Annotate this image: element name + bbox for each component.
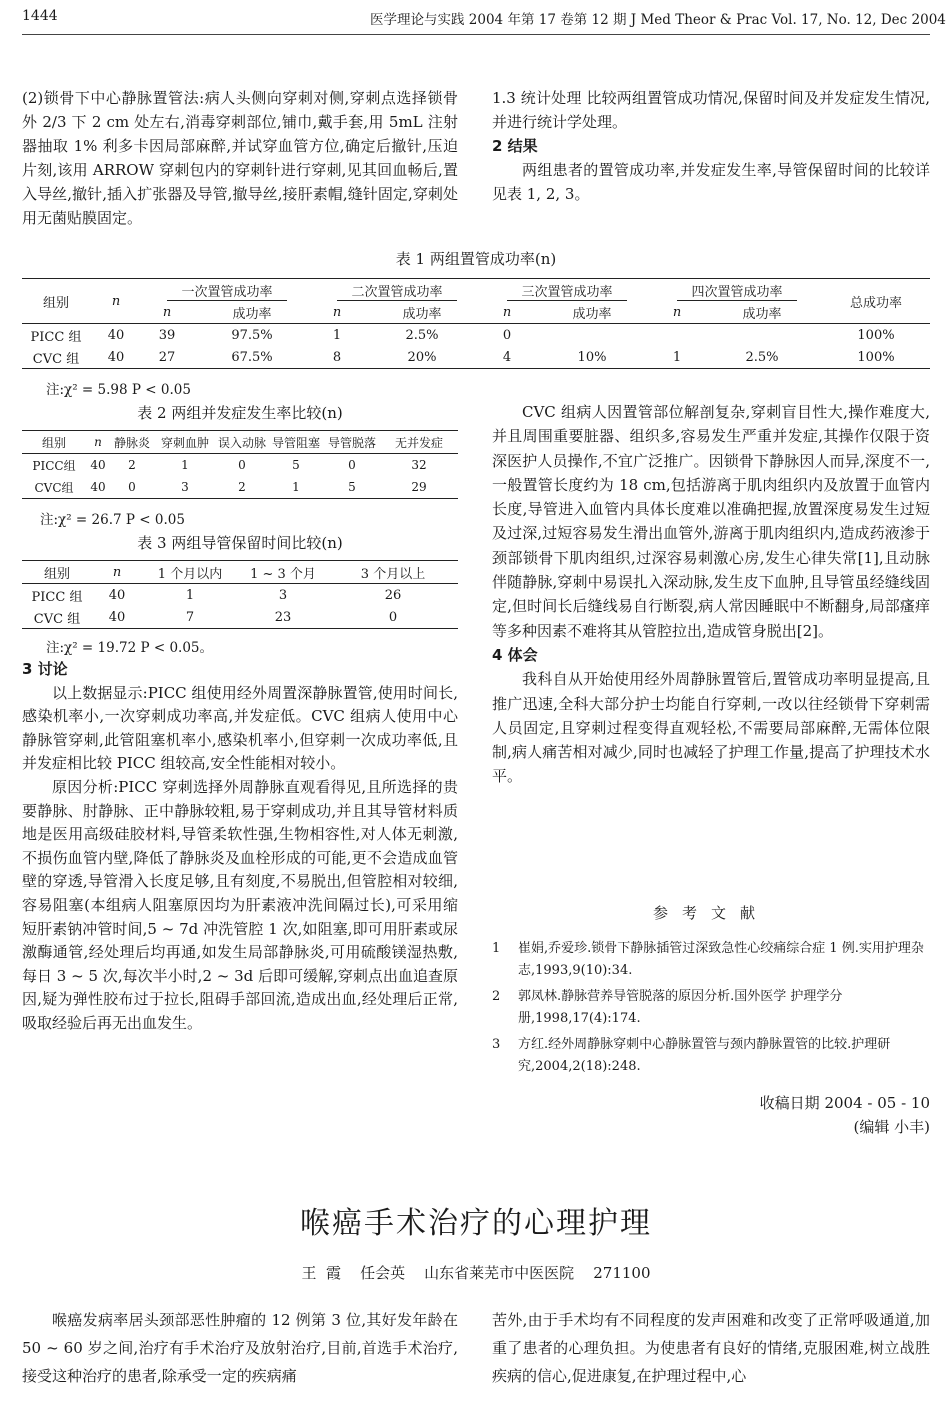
results-paragraph: 两组患者的置管成功率,并发症发生率,导管保留时间的比较详见表 1, 2, 3。 bbox=[492, 161, 930, 203]
t2-header: 穿刺血肿 bbox=[154, 431, 216, 454]
table-cell: 5 bbox=[324, 476, 380, 499]
t1-header-first: 一次置管成功率 bbox=[167, 285, 286, 301]
t1-sub-n: n bbox=[312, 301, 362, 324]
table-cell: 23 bbox=[238, 606, 328, 629]
table-cell: 2.5% bbox=[405, 327, 439, 343]
t1-sub-n: n bbox=[142, 301, 192, 324]
t1-sub-n: n bbox=[652, 301, 702, 324]
right-bottom-section bbox=[492, 400, 930, 789]
reference-item bbox=[492, 986, 930, 1030]
t3-header: 1 个月以内 bbox=[142, 561, 238, 584]
table-cell: 40 bbox=[90, 346, 142, 369]
table1-caption: 表 1 两组置管成功率(n) bbox=[395, 250, 557, 268]
t2-header: 误入动脉 bbox=[216, 431, 268, 454]
table-cell: 1 bbox=[652, 346, 702, 369]
t2-header: 导管阻塞 bbox=[268, 431, 324, 454]
t3-header: 3 个月以上 bbox=[328, 561, 458, 584]
table-cell: 40 bbox=[108, 587, 126, 603]
t1-header-fourth: 四次置管成功率 bbox=[677, 285, 796, 301]
section-results-heading: 2 结果 bbox=[492, 137, 538, 155]
t1-header-second: 二次置管成功率 bbox=[337, 285, 456, 301]
t3-header: 组别 bbox=[22, 561, 92, 584]
table-cell bbox=[702, 324, 822, 347]
table-cell: 0 bbox=[328, 606, 458, 629]
table-cell: 100% bbox=[822, 346, 930, 369]
page-number: 1444 bbox=[22, 8, 58, 24]
table-cell: CVC 组 bbox=[22, 606, 92, 629]
stats-paragraph: 1.3 统计处理 比较两组置管成功情况,保留时间及并发症发生情况,并进行统计学处理。 bbox=[492, 89, 930, 131]
table2 bbox=[22, 430, 458, 499]
article2-left-column bbox=[22, 1306, 458, 1390]
t1-sub-rate: 成功率 bbox=[702, 301, 822, 324]
t2-header: 导管脱落 bbox=[324, 431, 380, 454]
table3-caption: 表 3 两组导管保留时间比较(n) bbox=[137, 534, 343, 552]
table-cell: 10% bbox=[532, 346, 652, 369]
t1-header-total: 总成功率 bbox=[822, 279, 930, 324]
table-row bbox=[22, 324, 930, 347]
t3-header: n bbox=[92, 561, 142, 584]
table-cell: PICC组 bbox=[32, 458, 76, 473]
t1-header-group: 组别 bbox=[22, 279, 90, 324]
article-title: 喉癌手术治疗的心理护理 bbox=[300, 1206, 652, 1241]
table-cell: 67.5% bbox=[192, 346, 312, 369]
discussion-paragraph-1: 以上数据显示:PICC 组使用经外周置深静脉置管,使用时间长,感染机率小,一次穿刺成功率高,并发症低。CVC 组病人使用中心静脉管穿刺,此管阻塞机率小,感染机率小,但穿刺一次成功率低,且并发症相比较 PICC 组较高,安全性能相对较小。 bbox=[22, 683, 458, 773]
table-cell: 40 bbox=[92, 606, 142, 629]
article-authors: 王 霞 任会英 山东省莱芜市中医医院 271100 bbox=[301, 1264, 651, 1282]
table-row bbox=[22, 606, 458, 629]
references-heading: 参考文献 bbox=[652, 904, 769, 922]
table-cell: 40 bbox=[86, 476, 110, 499]
table-cell: 0 bbox=[110, 476, 154, 499]
t1-header-third: 三次置管成功率 bbox=[507, 285, 626, 301]
right-top-section bbox=[492, 86, 930, 206]
table-cell: 3 bbox=[154, 476, 216, 499]
reference-number: 3 bbox=[492, 1037, 501, 1052]
table-cell: 26 bbox=[384, 587, 402, 603]
table-cell: PICC 组 bbox=[30, 329, 82, 345]
header-rule bbox=[22, 34, 930, 35]
discussion-section bbox=[22, 658, 458, 1036]
discussion-paragraph-2: 原因分析:PICC 穿刺选择外周静脉直观看得见,且所选择的贵要静脉、肘静脉、正中静脉较粗,易于穿刺成功,并且其导管材料质地是医用高级硅胶材料,导管柔软性强,生物相容性,对人体无刺激,不损伤血管内壁,降低了静脉炎及血栓形成的可能,更不会造成血管壁的穿透,导管滑入长度足够,且有刻度,不易脱出,但管腔相对较细,容易阻塞(本组病人阻塞原因均为肝素液冲洗间隔过长),可采用缩短肝素钠冲管时间,5 ~ 7d 冲洗管腔 1 次,如阻塞,即可用肝素或尿激酶通管,经处理后均再通,如发生局部静脉炎,可用硫酸镁湿热敷,每日 3 ~ 5 次,每次半小时,2 ~ 3d 后即可缓解,穿刺点出血追查原因,疑为弹性胶布过于拉长,阻碍手部回流,造成出血,经处理后正常,吸取经验后再无出血发生。 bbox=[22, 777, 458, 1032]
table-row bbox=[22, 346, 930, 369]
table-cell bbox=[532, 324, 652, 347]
table-cell: 0 bbox=[502, 327, 512, 343]
section-discussion-heading: 3 讨论 bbox=[22, 660, 68, 678]
table-cell: 3 bbox=[278, 587, 288, 603]
table1-note: 注:χ² = 5.98 P < 0.05 bbox=[46, 382, 191, 398]
table-row bbox=[22, 476, 458, 499]
table-cell: 2 bbox=[216, 476, 268, 499]
t2-header: n bbox=[86, 431, 110, 454]
table-cell: 7 bbox=[142, 606, 238, 629]
table-cell: 39 bbox=[158, 327, 176, 343]
received-date: 收稿日期 2004 - 05 - 10 bbox=[759, 1094, 930, 1112]
table-cell: PICC 组 bbox=[31, 589, 83, 605]
t3-header: 1 ~ 3 个月 bbox=[238, 561, 328, 584]
table-row bbox=[22, 584, 458, 607]
article2-right-column bbox=[492, 1306, 930, 1390]
method-paragraph: (2)锁骨下中心静脉置管法:病人头侧向穿刺对侧,穿刺点选择锁骨外 2/3 下 2 cm 处左右,消毒穿刺部位,铺巾,戴手套,用 5mL 注射器抽取 1% 利多卡因局部麻醉,并试穿血管方位,确定后撤针,压迫片刻,该用 ARROW 穿刺包内的穿刺针进行穿刺,见其回血畅后,置入导丝,撤针,插入扩张器及导管,撤导丝,接肝素帽,缝针固定,穿刺处用无菌贴膜固定。 bbox=[22, 89, 458, 227]
table3-note: 注:χ² = 19.72 P < 0.05。 bbox=[46, 640, 214, 656]
reference-text: 崔娟,乔爱珍.锁骨下静脉插管过深致急性心绞痛综合症 1 例.实用护理杂志,1993,9(10):34. bbox=[518, 941, 924, 978]
section-experience-heading: 4 体会 bbox=[492, 645, 538, 664]
references-list bbox=[492, 938, 930, 1078]
t2-header: 组别 bbox=[22, 431, 86, 454]
editor-note: (编辑 小丰) bbox=[853, 1118, 930, 1136]
reference-number: 2 bbox=[492, 989, 501, 1004]
table-cell: 0 bbox=[238, 458, 246, 472]
table-cell: 2.5% bbox=[702, 346, 822, 369]
t1-header-n: n bbox=[90, 279, 142, 324]
left-top-section bbox=[22, 86, 458, 230]
article2-intro-right: 苦外,由于手术均有不同程度的发声困难和改变了正常呼吸通道,加重了患者的心理负担。为使患者有良好的情绪,克服困难,树立战胜疾病的信心,促进康复,在护理过程中,心 bbox=[492, 1311, 930, 1385]
table-cell: 1 bbox=[268, 476, 324, 499]
table2-caption: 表 2 两组并发症发生率比较(n) bbox=[137, 404, 343, 422]
table-cell: 2 bbox=[128, 458, 136, 472]
table-cell: CVC组 bbox=[22, 476, 86, 499]
t1-sub-rate: 成功率 bbox=[362, 301, 482, 324]
t1-sub-rate: 成功率 bbox=[532, 301, 652, 324]
table-cell: 1 bbox=[181, 458, 189, 472]
reference-number: 1 bbox=[492, 941, 501, 956]
t1-sub-rate: 成功率 bbox=[192, 301, 312, 324]
t2-header: 无并发症 bbox=[380, 431, 458, 454]
table-cell: 40 bbox=[90, 458, 106, 472]
table-cell: 32 bbox=[411, 458, 427, 472]
reference-item bbox=[492, 1034, 930, 1078]
reference-item bbox=[492, 938, 930, 982]
table3 bbox=[22, 560, 458, 629]
table-cell: 0 bbox=[348, 458, 356, 472]
table-row bbox=[22, 454, 458, 477]
table-cell: 40 bbox=[107, 327, 125, 343]
table-cell: CVC 组 bbox=[22, 346, 90, 369]
article2-intro-left: 喉癌发病率居头颈部恶性肿瘤的 12 例第 3 位,其好发年龄在 50 ~ 60 岁之间,治疗有手术治疗及放射治疗,目前,首选手术治疗,接受这种治疗的患者,除承受一定的疾病痛 bbox=[22, 1311, 458, 1385]
table-cell: 1 bbox=[185, 587, 195, 603]
cvc-paragraph: CVC 组病人因置管部位解剖复杂,穿刺盲目性大,操作难度大,并且周围重要脏器、组织多,容易发生严重并发症,其操作仅限于资深医护人员操作,不宜广泛推广。因锁骨下静脉因人而异,深度不一,一般置管长度约为 18 cm,包括游离于肌肉组织内及放置于血管内长度,导管进入血管内具体长度难以准确把握,放置深度易发生过短及过深,过短容易发生滑出血管外,游离于肌肉组织内,造成药液渗于颈部锁骨下肌肉组织,过深容易刺激心房,发生心律失常[1],且动脉伴随静脉,穿刺中易误扎入深动脉,发生皮下血肿,且导管虽经缝线固定,但时间长后缝线易自行断裂,病人常因睡眠中不断翻身,局部瘙痒等多种因素不难将其从管腔拉出,造成管身脱出[2]。 bbox=[492, 403, 930, 640]
journal-header: 医学理论与实践 2004 年第 17 卷第 12 期 J Med Theor & Prac Vol. 17, No. 12, Dec 2004 bbox=[370, 12, 946, 28]
reference-text: 方红.经外周静脉穿刺中心静脉置管与颈内静脉置管的比较.护理研究,2004,2(18):248. bbox=[518, 1037, 891, 1074]
table-cell: 8 bbox=[312, 346, 362, 369]
table-cell: 97.5% bbox=[231, 327, 273, 343]
table-cell: 1 bbox=[332, 327, 342, 343]
t1-sub-n: n bbox=[482, 301, 532, 324]
table-cell: 29 bbox=[380, 476, 458, 499]
experience-paragraph: 我科自从开始使用经外周静脉置管后,置管成功率明显提高,且推广迅速,全科大部分护士均能自行穿刺,一改以往经锁骨下穿刺需人员固定,且穿刺过程变得直观轻松,不需要局部麻醉,无需体位限制,病人痛苦相对减少,同时也减轻了护理工作量,提高了护理技术水平。 bbox=[492, 670, 930, 786]
table-cell: 20% bbox=[362, 346, 482, 369]
table-cell: 4 bbox=[482, 346, 532, 369]
table2-note: 注:χ² = 26.7 P < 0.05 bbox=[40, 512, 185, 528]
table-cell: 5 bbox=[292, 458, 300, 472]
t2-header: 静脉炎 bbox=[110, 431, 154, 454]
table-cell: 100% bbox=[857, 327, 895, 343]
table1 bbox=[22, 278, 930, 369]
reference-text: 郭凤林.静脉营养导管脱落的原因分析.国外医学 护理学分册,1998,17(4):174. bbox=[518, 989, 843, 1026]
table-cell bbox=[652, 324, 702, 347]
table-cell: 27 bbox=[142, 346, 192, 369]
